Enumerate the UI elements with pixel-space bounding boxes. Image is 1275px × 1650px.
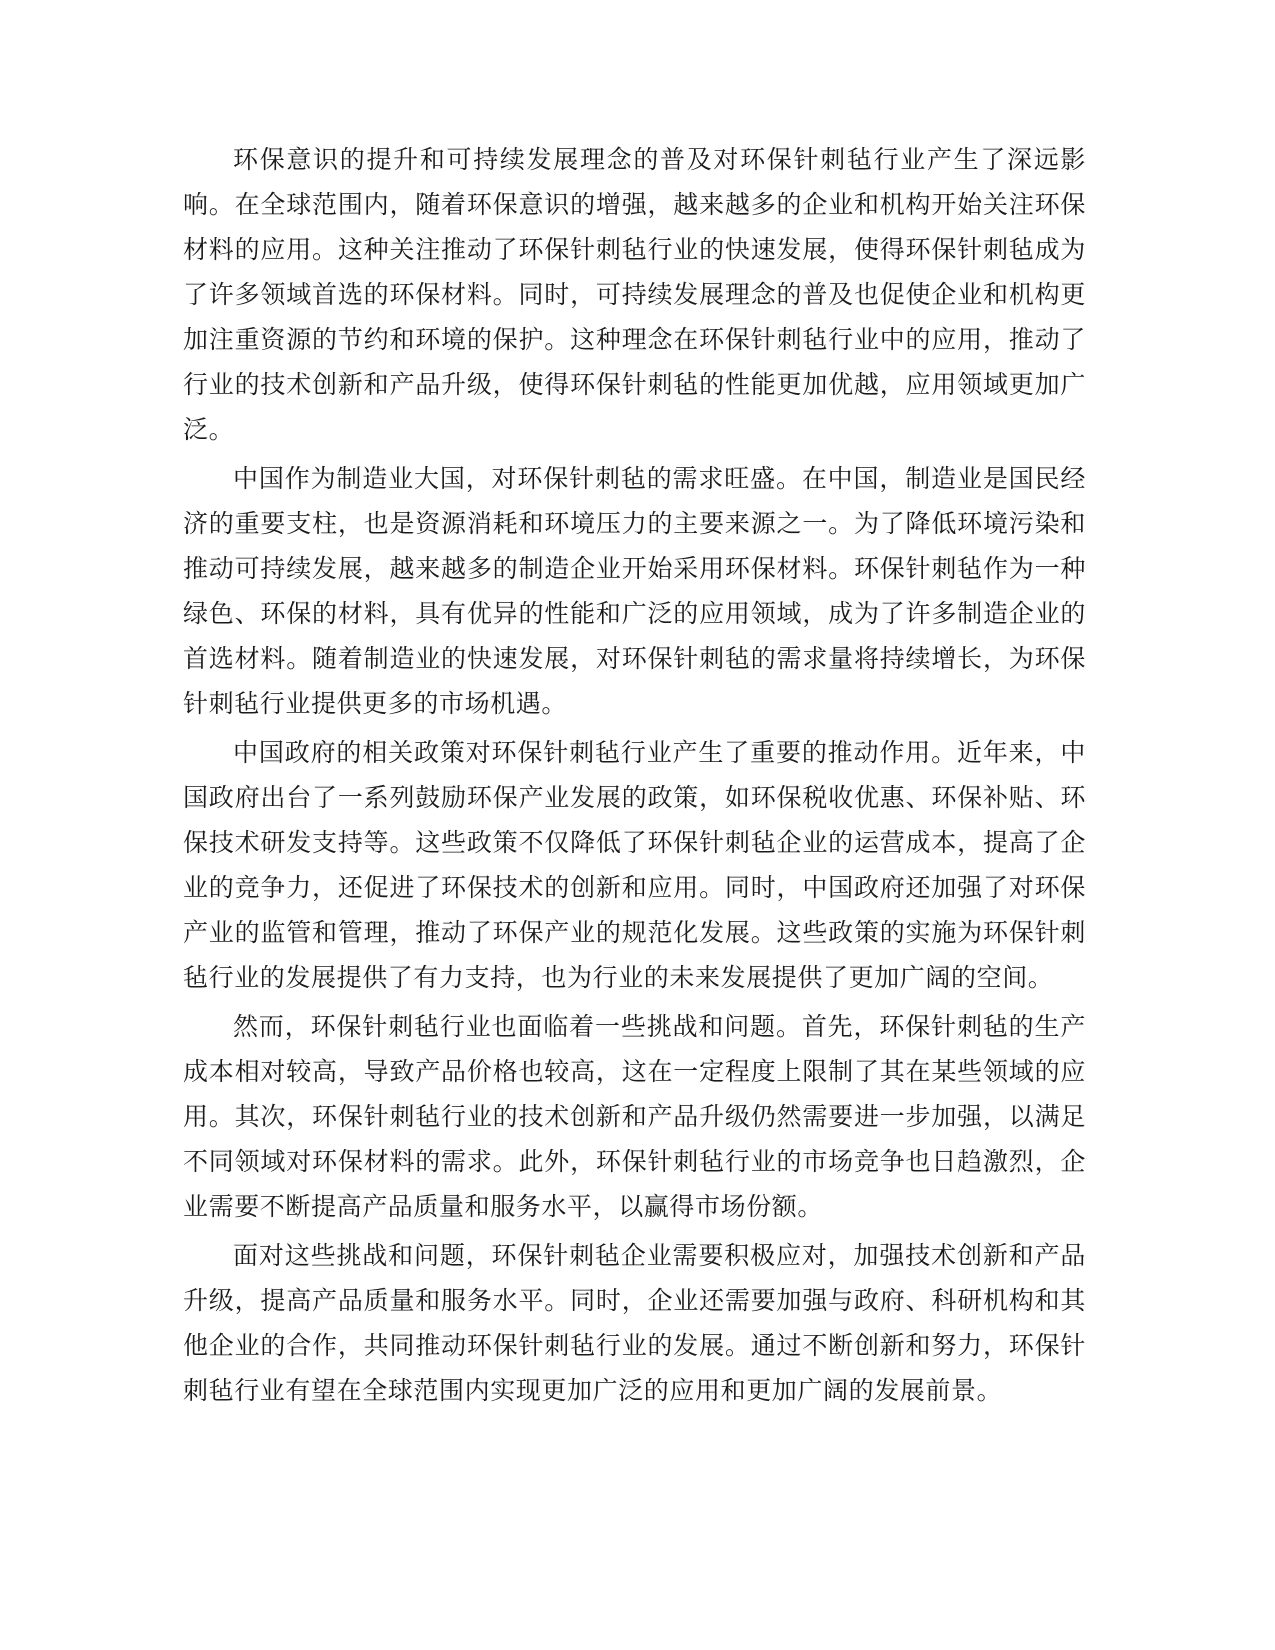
paragraph-5: 面对这些挑战和问题，环保针刺毡企业需要积极应对，加强技术创新和产品升级，提高产品质量和服务水平。同时，企业还需要加强与政府、科研机构和其他企业的合作，共同推动环保针刺毡行业的发展。通过不断创新和努力，环保针刺毡行业有望在全球范围内实现更加广泛的应用和更加广阔的发展前景。 — [183, 1241, 1086, 1405]
paragraph-3: 中国政府的相关政策对环保针刺毡行业产生了重要的推动作用。近年来，中国政府出台了一系列鼓励环保产业发展的政策，如环保税收优惠、环保补贴、环保技术研发支持等。这些政策不仅降低了环保针刺毡企业的运营成本，提高了企业的竞争力，还促进了环保技术的创新和应用。同时，中国政府还加强了对环保产业的监管和管理，推动了环保产业的规范化发展。这些政策的实施为环保针刺毡行业的发展提供了有力支持，也为行业的未来发展提供了更加广阔的空间。 — [183, 738, 1086, 992]
paragraph-2: 中国作为制造业大国，对环保针刺毡的需求旺盛。在中国，制造业是国民经济的重要支柱，也是资源消耗和环境压力的主要来源之一。为了降低环境污染和推动可持续发展，越来越多的制造企业开始采用环保材料。环保针刺毡作为一种绿色、环保的材料，具有优异的性能和广泛的应用领域，成为了许多制造企业的首选材料。随着制造业的快速发展，对环保针刺毡的需求量将持续增长，为环保针刺毡行业提供更多的市场机遇。 — [183, 464, 1086, 718]
paragraph-1: 环保意识的提升和可持续发展理念的普及对环保针刺毡行业产生了深远影响。在全球范围内，随着环保意识的增强，越来越多的企业和机构开始关注环保材料的应用。这种关注推动了环保针刺毡行业的快速发展，使得环保针刺毡成为了许多领域首选的环保材料。同时，可持续发展理念的普及也促使企业和机构更加注重资源的节约和环境的保护。这种理念在环保针刺毡行业中的应用，推动了行业的技术创新和产品升级，使得环保针刺毡的性能更加优越，应用领域更加广泛。 — [183, 145, 1086, 444]
document-body — [183, 137, 1086, 1417]
paragraph-4: 然而，环保针刺毡行业也面临着一些挑战和问题。首先，环保针刺毡的生产成本相对较高，导致产品价格也较高，这在一定程度上限制了其在某些领域的应用。其次，环保针刺毡行业的技术创新和产品升级仍然需要进一步加强，以满足不同领域对环保材料的需求。此外，环保针刺毡行业的市场竞争也日趋激烈，企业需要不断提高产品质量和服务水平，以赢得市场份额。 — [183, 1012, 1086, 1221]
